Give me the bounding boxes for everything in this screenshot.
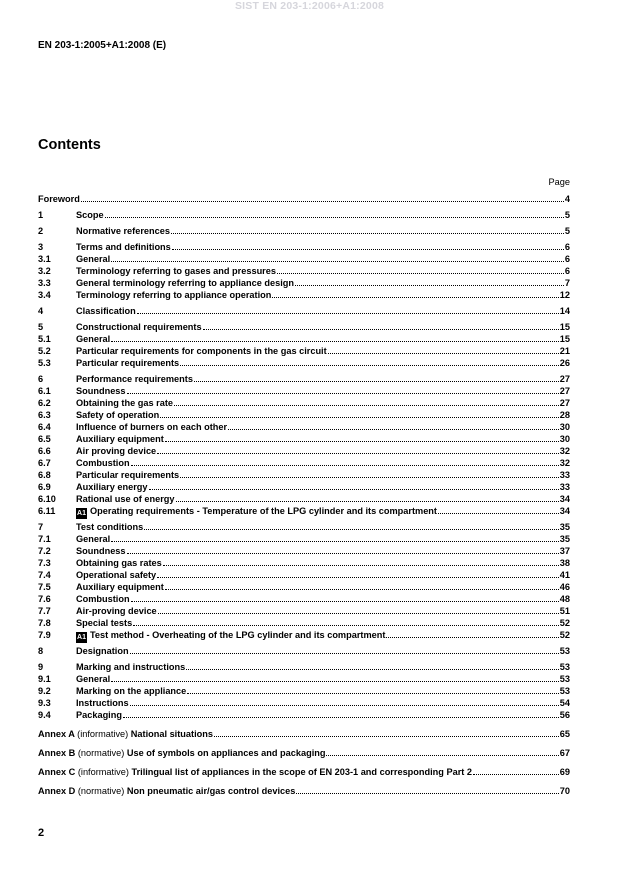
toc-entry-title: Test method - Overheating of the LPG cylinder and its compartment — [90, 630, 386, 640]
toc-entry-number: 6.4 — [38, 422, 51, 432]
toc-entry[interactable] — [38, 545, 570, 557]
toc-entry[interactable] — [38, 709, 570, 721]
toc-entry-page: 4 — [564, 194, 570, 204]
toc-entry-page: 37 — [559, 546, 570, 556]
toc-entry-page: 15 — [559, 322, 570, 332]
toc-entry-page: 7 — [564, 278, 570, 288]
toc-entry-title: Designation — [76, 646, 129, 656]
toc-entry-page: 12 — [559, 290, 570, 300]
toc-entry-page: 30 — [559, 434, 570, 444]
dot-leader — [111, 253, 564, 262]
annex-page: 67 — [559, 748, 570, 758]
toc-entry-title: Rational use of energy — [76, 494, 175, 504]
toc-entry-title: Soundness — [76, 386, 126, 396]
toc-entry-number: 6.1 — [38, 386, 51, 396]
toc-entry-number: 5.3 — [38, 358, 51, 368]
toc-entry-page: 32 — [559, 458, 570, 468]
toc-entry-page: 5 — [564, 226, 570, 236]
annex-page: 65 — [559, 729, 570, 739]
toc-entry-page: 14 — [559, 306, 570, 316]
toc-entry-number: 9.3 — [38, 698, 51, 708]
annex-page: 70 — [559, 786, 570, 796]
toc-entry[interactable] — [38, 629, 570, 641]
toc-entry-title: Classification — [76, 306, 136, 316]
toc-entry-number: 6 — [38, 374, 44, 384]
toc-entry-number: 7.7 — [38, 606, 51, 616]
toc-entry-title: Particular requirements — [76, 470, 180, 480]
annex-page: 69 — [559, 767, 570, 777]
toc-entry[interactable] — [38, 385, 570, 397]
toc-entry-page: 27 — [559, 374, 570, 384]
toc-entry-title: Scope — [76, 210, 104, 220]
toc-entry-page: 6 — [564, 266, 570, 276]
toc-entry[interactable] — [38, 617, 570, 629]
toc-entry-title: General terminology referring to appliance design — [76, 278, 294, 288]
toc-entry-number: 7.2 — [38, 546, 51, 556]
dot-leader — [171, 225, 564, 234]
document-id: EN 203-1:2005+A1:2008 (E) — [38, 40, 167, 51]
annex-label: Annex D — [38, 786, 76, 796]
toc-entry-page: 38 — [559, 558, 570, 568]
toc-entry-number: 9 — [38, 662, 44, 672]
toc-entry-title: General — [76, 534, 111, 544]
amendment-marker-icon: A1 — [77, 634, 86, 641]
toc-entry-title: General — [76, 334, 111, 344]
toc-entry-number: 1 — [38, 210, 44, 220]
toc-entry-title: Constructional requirements — [76, 322, 202, 332]
annex-type: (informative) — [77, 767, 129, 777]
toc-entry[interactable] — [38, 493, 570, 505]
toc-entry-title: Air-proving device — [76, 606, 157, 616]
toc-entry-number: 3.2 — [38, 266, 51, 276]
toc-entry-title: Obtaining gas rates — [76, 558, 162, 568]
toc-entry[interactable] — [38, 581, 570, 593]
toc-entry-title: Terminology referring to appliance operation — [76, 290, 272, 300]
annex-title: Trilingual list of appliances in the scope of EN 203-1 and corresponding Part 2 — [131, 767, 472, 777]
toc-entry-page: 34 — [559, 506, 570, 516]
annex-label: Annex A — [38, 729, 75, 739]
toc-entry-title: Packaging — [76, 710, 122, 720]
toc-entry-page: 28 — [559, 410, 570, 420]
toc-entry-number: 7.5 — [38, 582, 51, 592]
annex-title: Use of symbols on appliances and packaging — [126, 748, 326, 758]
toc-entry-title: Safety of operation — [76, 410, 160, 420]
dot-leader — [158, 605, 559, 614]
annex-heading — [38, 785, 295, 797]
toc-entry-page: 34 — [559, 494, 570, 504]
toc-entry-page: 33 — [559, 470, 570, 480]
toc-entry-number: 3.4 — [38, 290, 51, 300]
dot-leader — [157, 445, 559, 454]
toc-entry[interactable] — [38, 421, 570, 433]
toc-entry-number: 7.1 — [38, 534, 51, 544]
toc-entry-number: 9.1 — [38, 674, 51, 684]
dot-leader — [111, 533, 559, 542]
toc-entry-page: 35 — [559, 522, 570, 532]
toc-entry[interactable] — [38, 345, 570, 357]
toc-entry[interactable] — [38, 593, 570, 605]
dot-leader — [214, 728, 559, 737]
toc-entry[interactable] — [38, 289, 570, 301]
toc-entry-number: 7 — [38, 522, 44, 532]
toc-entry-page: 5 — [564, 210, 570, 220]
toc-entry-page: 56 — [559, 710, 570, 720]
dot-leader — [176, 493, 559, 502]
toc-entry-title: Special tests — [76, 618, 133, 628]
dot-leader — [328, 345, 559, 354]
toc-entry-number: 3.1 — [38, 254, 51, 264]
toc-entry-page: 6 — [564, 254, 570, 264]
toc-entry-number: 8 — [38, 646, 44, 656]
toc-entry-number: 6.3 — [38, 410, 51, 420]
toc-entry-page: 41 — [559, 570, 570, 580]
toc-entry-title: Marking on the appliance — [76, 686, 187, 696]
toc-entry-page: 52 — [559, 618, 570, 628]
toc-entry[interactable] — [38, 697, 570, 709]
dot-leader — [127, 545, 559, 554]
toc-entry-page: 6 — [564, 242, 570, 252]
dot-leader — [228, 421, 559, 430]
toc-entry-title: Foreword — [38, 194, 80, 204]
toc-entry-number: 6.10 — [38, 494, 56, 504]
toc-entry[interactable] — [38, 357, 570, 369]
toc-entry-number: 6.2 — [38, 398, 51, 408]
dot-leader — [386, 629, 558, 638]
toc-entry-page: 48 — [559, 594, 570, 604]
toc-entry[interactable] — [38, 397, 570, 409]
toc-entry-page: 53 — [559, 686, 570, 696]
toc-entry-page: 32 — [559, 446, 570, 456]
dot-leader — [130, 645, 559, 654]
toc-entry-title: General — [76, 674, 111, 684]
annex-heading — [38, 747, 325, 759]
annex-label: Annex B — [38, 748, 76, 758]
toc-entry[interactable] — [38, 433, 570, 445]
toc-entry-title: Terminology referring to gases and pressures — [76, 266, 276, 276]
toc-entry-title: Influence of burners on each other — [76, 422, 228, 432]
toc-entry-title-amended — [76, 629, 385, 643]
toc-entry-title: Terms and definitions — [76, 242, 171, 252]
dot-leader — [160, 409, 559, 418]
toc-entry-title: Particular requirements for components in the gas circuit — [76, 346, 327, 356]
dot-leader — [130, 697, 559, 706]
dot-leader — [111, 333, 559, 342]
dot-leader — [105, 209, 564, 218]
toc-entry-title: Air proving device — [76, 446, 157, 456]
toc-entry-title: Operating requirements - Temperature of the LPG cylinder and its compartment — [90, 506, 437, 516]
toc-entry-page: 54 — [559, 698, 570, 708]
annex-type: (normative) — [77, 748, 125, 758]
dot-leader — [187, 685, 558, 694]
toc-entry[interactable] — [38, 265, 570, 277]
toc-entry[interactable] — [38, 605, 570, 617]
toc-entry[interactable] — [38, 645, 570, 657]
toc-entry[interactable] — [38, 469, 570, 481]
toc-entry-title: Marking and instructions — [76, 662, 186, 672]
page-number: 2 — [38, 827, 45, 839]
toc-entry-page: 53 — [559, 646, 570, 656]
toc-entry-number: 4 — [38, 306, 44, 316]
toc-entry-page: 51 — [559, 606, 570, 616]
toc-entry-number: 9.2 — [38, 686, 51, 696]
dot-leader — [165, 581, 559, 590]
dot-leader — [131, 593, 559, 602]
dot-leader — [438, 505, 559, 514]
toc-entry-page: 26 — [559, 358, 570, 368]
toc-entry[interactable] — [38, 481, 570, 493]
toc-entry[interactable] — [38, 225, 570, 237]
dot-leader — [133, 617, 559, 626]
toc-entry[interactable] — [38, 557, 570, 569]
toc-entry[interactable] — [38, 521, 570, 533]
dot-leader — [149, 481, 559, 490]
toc-entry-number: 6.6 — [38, 446, 51, 456]
toc-entry-title: Operational safety — [76, 570, 157, 580]
toc-entry[interactable] — [38, 209, 570, 221]
toc-entry-page: 15 — [559, 334, 570, 344]
dot-leader — [131, 457, 559, 466]
toc-entry[interactable] — [38, 333, 570, 345]
toc-entry[interactable] — [38, 409, 570, 421]
toc-entry-page: 33 — [559, 482, 570, 492]
toc-entry[interactable] — [38, 373, 570, 385]
toc-entry-page: 46 — [559, 582, 570, 592]
toc-entry[interactable] — [38, 533, 570, 545]
dot-leader — [174, 397, 559, 406]
toc-entry-number: 5.1 — [38, 334, 51, 344]
toc-entry-page: 27 — [559, 398, 570, 408]
dot-leader — [157, 569, 559, 578]
toc-entry-title: General — [76, 254, 111, 264]
toc-entry[interactable] — [38, 569, 570, 581]
page-column-header: Page — [548, 177, 570, 187]
toc-entry-number: 5.2 — [38, 346, 51, 356]
toc-entry[interactable] — [38, 241, 570, 253]
toc-entry-number: 9.4 — [38, 710, 51, 720]
toc-entry-page: 52 — [559, 630, 570, 640]
table-of-contents — [38, 193, 570, 797]
toc-entry[interactable] — [38, 321, 570, 333]
dot-leader — [163, 557, 559, 566]
dot-leader — [127, 385, 559, 394]
toc-entry-title: Auxiliary equipment — [76, 582, 164, 592]
amendment-marker-icon: A1 — [77, 510, 86, 517]
toc-entry[interactable] — [38, 673, 570, 685]
toc-entry-title: Performance requirements — [76, 374, 193, 384]
toc-entry-number: 7.6 — [38, 594, 51, 604]
toc-annex-entry[interactable] — [38, 728, 570, 740]
annex-label: Annex C — [38, 767, 76, 777]
toc-entry-title: Particular requirements — [76, 358, 180, 368]
dot-leader — [473, 766, 559, 775]
toc-entry[interactable] — [38, 661, 570, 673]
toc-entry-number: 7.4 — [38, 570, 51, 580]
toc-entry-title: Test conditions — [76, 522, 144, 532]
dot-leader — [165, 433, 559, 442]
toc-entry-number: 7.3 — [38, 558, 51, 568]
dot-leader — [81, 193, 564, 202]
toc-entry[interactable] — [38, 193, 570, 205]
toc-entry-page: 53 — [559, 662, 570, 672]
dot-leader — [194, 373, 559, 382]
toc-entry[interactable] — [38, 277, 570, 289]
dot-leader — [272, 289, 558, 298]
dot-leader — [203, 321, 559, 330]
toc-entry[interactable] — [38, 445, 570, 457]
toc-entry-number: 3.3 — [38, 278, 51, 288]
toc-entry-page: 53 — [559, 674, 570, 684]
dot-leader — [172, 241, 564, 250]
dot-leader — [144, 521, 559, 530]
annex-heading — [38, 766, 472, 778]
dot-leader — [123, 709, 559, 718]
toc-entry-number: 3 — [38, 242, 44, 252]
toc-entry[interactable] — [38, 685, 570, 697]
toc-entry-number: 6.11 — [38, 506, 56, 516]
toc-entry-title: Auxiliary energy — [76, 482, 148, 492]
toc-entry-title: Obtaining the gas rate — [76, 398, 173, 408]
toc-entry-number: 6.7 — [38, 458, 51, 468]
toc-entry[interactable] — [38, 253, 570, 265]
annex-type: (normative) — [77, 786, 125, 796]
toc-entry-page: 35 — [559, 534, 570, 544]
annex-type: (informative) — [77, 729, 129, 739]
annex-title: National situations — [130, 729, 213, 739]
dot-leader — [295, 277, 564, 286]
dot-leader — [326, 747, 558, 756]
toc-entry-title: Auxiliary equipment — [76, 434, 164, 444]
toc-annex-entry[interactable] — [38, 747, 570, 759]
toc-entry-number: 5 — [38, 322, 44, 332]
watermark: SIST EN 203-1:2006+A1:2008 — [234, 0, 385, 12]
dot-leader — [180, 357, 559, 366]
dot-leader — [180, 469, 559, 478]
toc-entry-number: 6.5 — [38, 434, 51, 444]
dot-leader — [296, 785, 558, 794]
toc-entry-page: 30 — [559, 422, 570, 432]
annex-heading — [38, 728, 213, 740]
toc-entry-number: 7.8 — [38, 618, 51, 628]
toc-annex-entry[interactable] — [38, 766, 570, 778]
dot-leader — [137, 305, 559, 314]
toc-entry-title: Instructions — [76, 698, 129, 708]
dot-leader — [277, 265, 564, 274]
toc-entry-page: 27 — [559, 386, 570, 396]
toc-entry[interactable] — [38, 305, 570, 317]
toc-entry-title: Combustion — [76, 594, 130, 604]
dot-leader — [186, 661, 559, 670]
toc-annex-entry[interactable] — [38, 785, 570, 797]
page-title: Contents — [38, 137, 101, 153]
toc-entry-number: 7.9 — [38, 630, 51, 640]
toc-entry-number: 2 — [38, 226, 44, 236]
toc-entry-title: Combustion — [76, 458, 130, 468]
toc-entry-title: Soundness — [76, 546, 126, 556]
toc-entry-number: 6.8 — [38, 470, 51, 480]
toc-entry-number: 6.9 — [38, 482, 51, 492]
toc-entry-page: 21 — [559, 346, 570, 356]
toc-entry[interactable] — [38, 457, 570, 469]
annex-title: Non pneumatic air/gas control devices — [126, 786, 296, 796]
dot-leader — [111, 673, 559, 682]
toc-entry[interactable] — [38, 505, 570, 517]
toc-entry-title-amended — [76, 505, 437, 519]
toc-entry-title: Normative references — [76, 226, 170, 236]
